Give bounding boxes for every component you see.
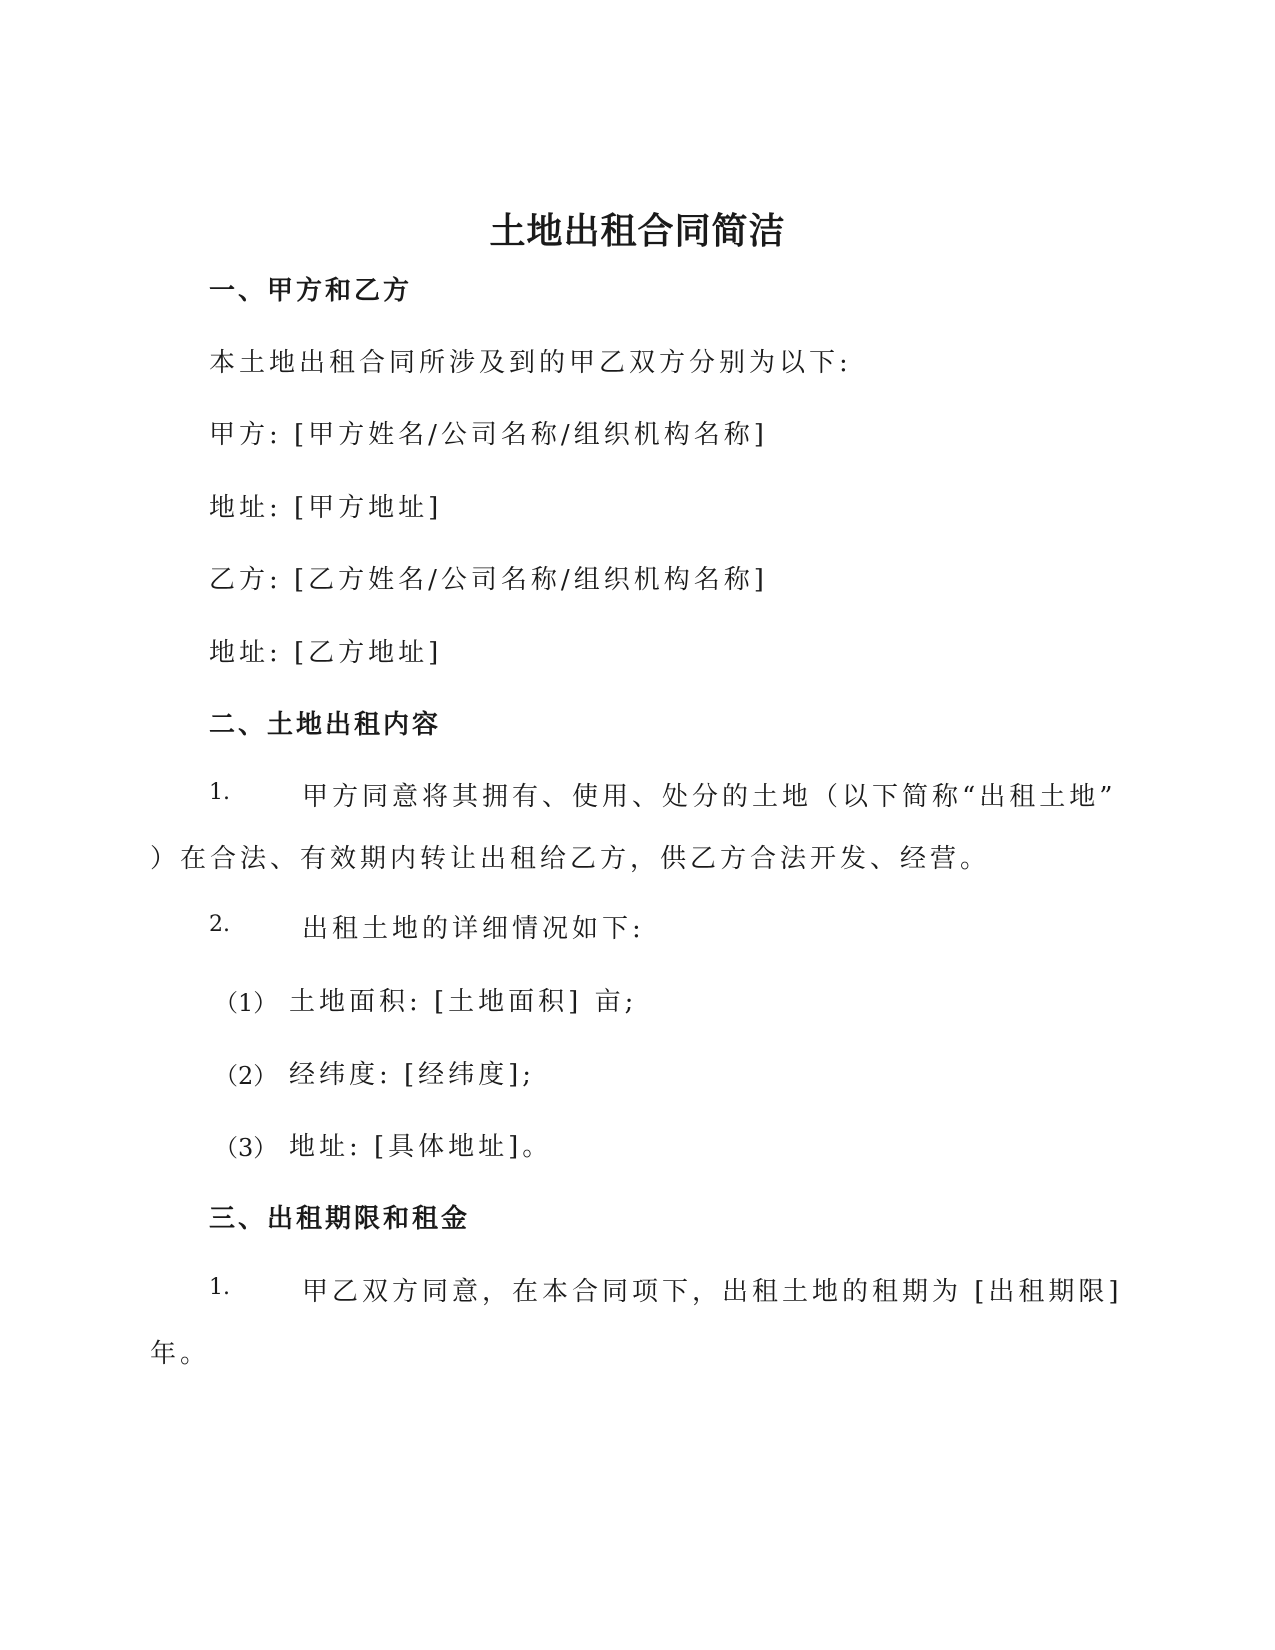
section1-heading: 一、甲方和乙方: [209, 276, 413, 306]
party-a: 甲方: [甲方姓名/公司名称/组织机构名称]: [209, 420, 768, 450]
sub-item3-text: 地址: [具体地址]。: [289, 1132, 553, 1162]
sub-item2-text: 经纬度: [经纬度];: [289, 1060, 536, 1090]
document-title: 土地出租合同简洁: [489, 211, 786, 252]
section1-intro: 本土地出租合同所涉及到的甲乙双方分别为以下:: [209, 348, 852, 378]
party-b-address: 地址: [乙方地址]: [209, 638, 443, 668]
sub-item2-label: （2）: [214, 1062, 278, 1090]
section3-item1-line2: 年。: [150, 1339, 211, 1369]
section2-item2-number: 2.: [209, 912, 230, 937]
party-a-address: 地址: [甲方地址]: [209, 493, 443, 523]
section2-item1-number: 1.: [209, 780, 230, 805]
section3-item1-line1: 甲乙双方同意，在本合同项下，出租土地的租期为 [出租期限]: [302, 1277, 1123, 1307]
section2-item1-line2: ）在合法、有效期内转让出租给乙方，供乙方合法开发、经营。: [150, 844, 991, 874]
section2-heading: 二、土地出租内容: [209, 710, 442, 740]
section2-item1-line1: 甲方同意将其拥有、使用、处分的土地（以下简称“出租土地”: [302, 782, 1117, 812]
sub-item1-text: 土地面积: [土地面积] 亩;: [289, 987, 638, 1017]
sub-item3-label: （3）: [214, 1134, 278, 1162]
party-b: 乙方: [乙方姓名/公司名称/组织机构名称]: [209, 565, 768, 595]
section3-heading: 三、出租期限和租金: [209, 1204, 471, 1234]
sub-item1-label: （1）: [214, 989, 278, 1017]
section2-item2-text: 出租土地的详细情况如下:: [302, 914, 645, 944]
section3-item1-number: 1.: [209, 1275, 230, 1300]
